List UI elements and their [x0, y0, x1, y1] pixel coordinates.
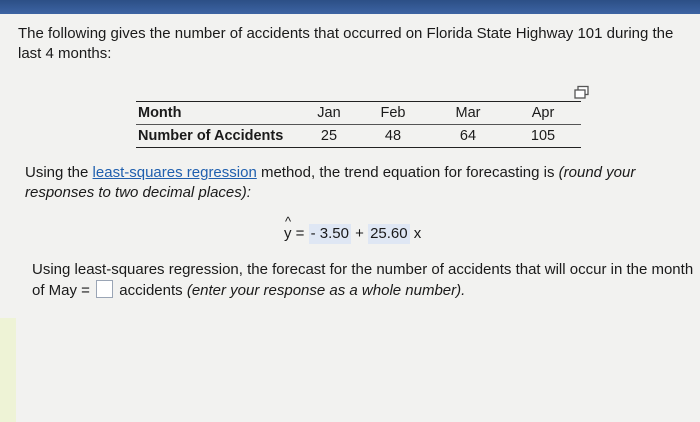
month-cell: Jan — [303, 102, 355, 125]
method-instruction — [25, 163, 675, 203]
variable-x: x — [413, 225, 422, 242]
method-suffix: method, the trend equation for forecasting is — [256, 164, 559, 181]
month-cell: Apr — [505, 102, 581, 125]
left-side-strip — [0, 318, 16, 422]
y-hat-symbol: ^ y — [284, 214, 292, 242]
question-intro: The following gives the number of accidents that occurred on Florida State Highway 101 during the last 4 months: — [18, 25, 674, 62]
accidents-row — [136, 125, 581, 148]
forecast-question — [32, 259, 697, 301]
accidents-table — [136, 101, 581, 148]
month-cell: Feb — [355, 102, 431, 125]
least-squares-link[interactable]: least-squares regression — [92, 164, 257, 181]
month-cell: Mar — [431, 102, 505, 125]
forecast-suffix: accidents — [115, 282, 187, 299]
trend-equation — [284, 214, 422, 244]
accidents-cell: 48 — [355, 125, 431, 148]
intercept-value: - 3.50 — [310, 225, 349, 242]
month-row — [136, 102, 581, 125]
forecast-note: (enter your response as a whole number). — [186, 282, 466, 299]
equals-sign: = — [295, 225, 305, 242]
accidents-cell: 25 — [303, 125, 355, 148]
method-rounding-note: (round your responses to two decimal places): — [25, 164, 636, 201]
plus-sign: + — [355, 225, 364, 242]
accidents-header: Number of Accidents — [136, 125, 303, 148]
copy-table-icon[interactable] — [573, 85, 591, 101]
accidents-cell: 64 — [431, 125, 505, 148]
forecast-prefix: Using least-squares regression, the forecast for the number of accidents that will occur in the month of May = — [32, 261, 694, 299]
accidents-cell: 105 — [505, 125, 581, 148]
method-prefix: Using the — [25, 164, 93, 181]
month-header: Month — [136, 102, 303, 125]
top-header-bar — [0, 0, 700, 14]
may-forecast-input[interactable] — [96, 280, 113, 298]
slope-value: 25.60 — [370, 225, 408, 242]
